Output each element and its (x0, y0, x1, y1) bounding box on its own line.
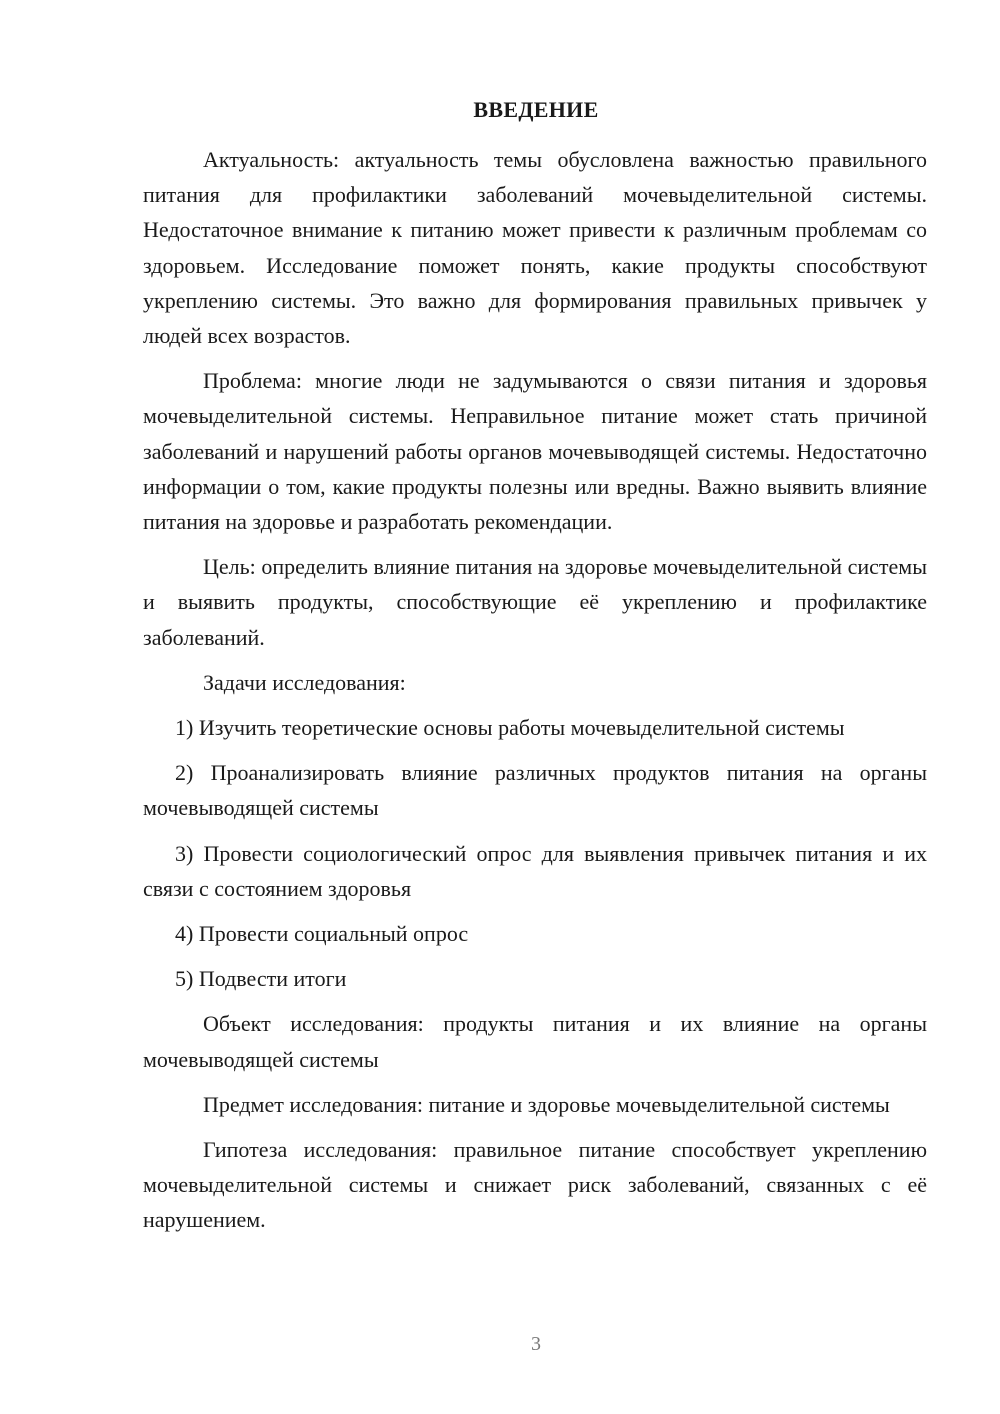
task-item: 4) Провести социальный опрос (175, 921, 469, 947)
section-title: ВВЕДЕНИЕ (473, 97, 599, 122)
task-item: 2) Проанализировать влияние различных продуктов питания на органы мочевыводящей системы (143, 760, 927, 821)
goal-paragraph: Цель: определить влияние питания на здоровье мочевыделительной системы и выявить продукты, способствующие её укреплению и профилактике заболеваний. (143, 554, 927, 650)
page-number: 3 (531, 1333, 541, 1355)
hypothesis-paragraph: Гипотеза исследования: правильное питание способствует укреплению мочевыделительной системы и снижает риск заболеваний, связанных с её нарушением. (143, 1137, 927, 1233)
tasks-heading: Задачи исследования: (203, 669, 406, 695)
relevance-paragraph: Актуальность: актуальность темы обусловлена важностью правильного питания для профилактики заболеваний мочевыделительной системы. Недостаточное внимание к питанию может привести к различным проблемам со здоровьем. Исследование поможет понять, какие продукты способствуют укреплению системы. Это важно для формирования правильных привычек у людей всех возрастов. (143, 147, 927, 349)
task-item: 3) Провести социологический опрос для выявления привычек питания и их связи с состоянием здоровья (143, 840, 927, 901)
task-item: 1) Изучить теоретические основы работы мочевыделительной системы (175, 715, 845, 741)
subject-paragraph: Предмет исследования: питание и здоровье мочевыделительной системы (203, 1091, 890, 1117)
problem-paragraph: Проблема: многие люди не задумываются о связи питания и здоровья мочевыделительной системы. Неправильное питание может стать причиной заболеваний и нарушений работы органов мочевыводящей системы. Недостаточно информации о том, какие продукты полезны или вредны. Важно выявить влияние питания на здоровье и разработать рекомендации. (143, 368, 927, 535)
task-item: 5) Подвести итоги (175, 966, 347, 992)
document-body (143, 142, 927, 1238)
object-paragraph: Объект исследования: продукты питания и их влияние на органы мочевыводящей системы (143, 1011, 927, 1072)
